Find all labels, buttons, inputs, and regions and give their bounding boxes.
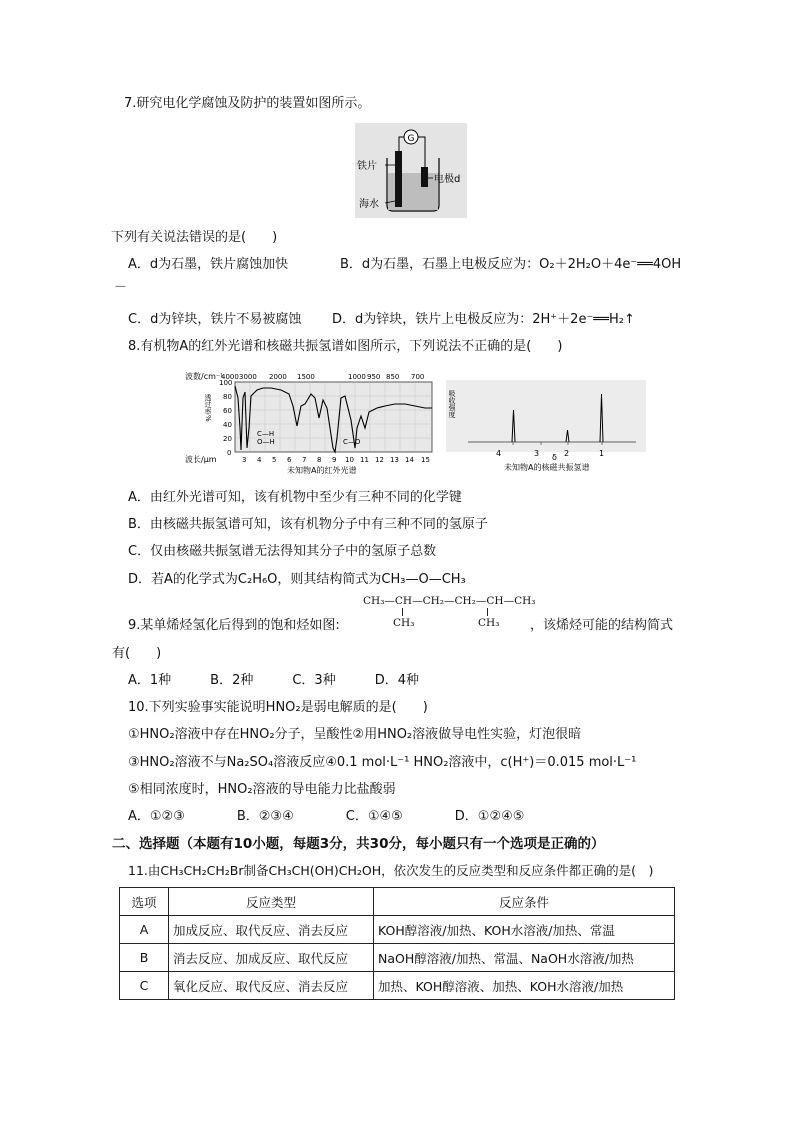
ir-bottom-tick: 5 — [272, 456, 277, 464]
ir-bottom-tick: 11 — [360, 456, 369, 464]
ir-top-tick: 2000 — [269, 373, 287, 381]
q8-option-b: B．由核磁共振氢谱可知，该有机物分子中有三种不同的氢原子 — [128, 517, 488, 532]
ir-top-tick: 3000 — [239, 373, 257, 381]
table-header-cell: 反应条件 — [374, 888, 675, 916]
nmr-y-axis-label: 吸收强度 — [448, 390, 456, 418]
electrode-d-label: 电极d — [434, 174, 461, 185]
q8-option-c: C．仅由核磁共振氢谱无法得知其分子中的氢原子总数 — [128, 544, 437, 559]
ir-bottom-tick: 15 — [421, 456, 430, 464]
table-header-row — [120, 888, 675, 916]
ir-top-axis-label: 波数/cm⁻¹ — [185, 372, 224, 381]
q9-stem: 9.某单烯烃氢化后得到的饱和烃如图: — [128, 618, 340, 633]
ir-y-axis-label: 透过率% — [204, 394, 212, 422]
q10-statement-line: ③HNO₂溶液不与Na₂SO₄溶液反应④0.1 mol·L⁻¹ HNO₂溶液中，c(H⁺)＝0.015 mol·L⁻¹ — [128, 755, 637, 770]
q10-statement-line: ①HNO₂溶液中存在HNO₂分子，呈酸性②用HNO₂溶液做导电性实验，灯泡很暗 — [128, 727, 582, 742]
ir-annotation-oh: O—H — [257, 438, 275, 446]
q10-statement-line: ⑤相同浓度时，HNO₂溶液的导电能力比盐酸弱 — [128, 782, 396, 797]
ir-bottom-tick: 4 — [257, 456, 262, 464]
table-header-cell: 反应类型 — [169, 888, 374, 916]
seawater-label: 海水 — [359, 199, 379, 210]
table-row — [120, 916, 675, 944]
ir-bottom-tick: 9 — [332, 456, 337, 464]
nmr-delta-label: δ — [552, 453, 557, 462]
table-cell: NaOH醇溶液/加热、常温、NaOH水溶液/加热 — [374, 944, 675, 972]
iron-sheet-label: 铁片 — [357, 161, 377, 172]
q9-formula-branch-bond — [487, 608, 488, 616]
table-cell: 氧化反应、取代反应、消去反应 — [169, 972, 374, 1000]
q9-options: A．1种 B．2种 C．3种 D．4种 — [128, 673, 419, 688]
nmr-tick: 4 — [496, 449, 502, 458]
ir-top-tick: 4000 — [221, 373, 239, 381]
q11-options-table — [119, 887, 675, 1000]
ir-y-tick: 80 — [223, 393, 232, 401]
ir-top-tick: 1500 — [297, 373, 315, 381]
section-heading: 二、选择题（本题有10小题，每题3分，共30分，每小题只有一个选项是正确的） — [112, 836, 605, 852]
table-cell: A — [120, 916, 169, 944]
ir-y-tick: 0 — [227, 449, 232, 457]
ir-bottom-tick: 6 — [287, 456, 292, 464]
ir-bottom-tick: 10 — [345, 456, 354, 464]
q7-question: 下列有关说法错误的是( ) — [111, 230, 278, 245]
q8-stem: 8.有机物A的红外光谱和核磁共振氢谱如图所示，下列说法不正确的是( ) — [128, 339, 563, 354]
ir-bottom-tick: 13 — [390, 456, 399, 464]
ir-y-tick: 40 — [223, 421, 232, 429]
ir-bottom-tick: 3 — [242, 456, 247, 464]
ir-caption: 未知物A的红外光谱 — [287, 466, 357, 475]
q10-stem: 10.下列实验事实能说明HNO₂是弱电解质的是( ) — [128, 700, 428, 715]
q7-option-b: B．d为石墨，石墨上电极反应为：O₂＋2H₂O＋4e⁻══4OH — [340, 257, 682, 272]
nmr-tick: 3 — [534, 449, 540, 458]
galvanometer-label: G — [407, 134, 415, 144]
q7-option-b-continued: － — [114, 280, 128, 295]
ir-bottom-tick: 14 — [405, 456, 414, 464]
ir-annotation-co: C—O — [343, 438, 361, 446]
table-header-cell: 选项 — [120, 888, 169, 916]
ir-y-tick: 20 — [223, 435, 232, 443]
q9-stem-end: 有( ) — [112, 646, 162, 661]
electrochem-figure — [355, 123, 467, 218]
q7-option-d: D．d为锌块，铁片上电极反应为：2H⁺＋2e⁻══H₂↑ — [332, 312, 635, 327]
table-cell: 消去反应、加成反应、取代反应 — [169, 944, 374, 972]
table-cell: 加热、KOH醇溶液、加热、KOH水溶液/加热 — [374, 972, 675, 1000]
table-row — [120, 944, 675, 972]
q10-options: A．①②③ B．②③④ C．①④⑤ D．①②④⑤ — [128, 809, 525, 824]
nmr-tick: 1 — [599, 449, 605, 458]
ir-bottom-tick: 7 — [302, 456, 307, 464]
table-cell: 加成反应、取代反应、消去反应 — [169, 916, 374, 944]
ir-top-tick: 850 — [386, 373, 400, 381]
ir-y-tick: 100 — [219, 379, 233, 387]
ir-spectrum-figure — [185, 368, 439, 476]
ir-bottom-axis-label: 波长/μm — [185, 455, 217, 464]
q7-option-c: C．d为锌块，铁片不易被腐蚀 — [128, 312, 302, 327]
table-cell: KOH醇溶液/加热、KOH水溶液/加热、常温 — [374, 916, 675, 944]
q9-formula-branch: CH₃ — [478, 617, 500, 629]
q7-stem: 7.研究电化学腐蚀及防护的装置如图所示。 — [124, 96, 371, 111]
q9-formula-branch: CH₃ — [393, 617, 415, 629]
nmr-spectrum-figure — [446, 380, 646, 476]
ir-top-tick: 1000 — [348, 373, 366, 381]
ir-annotation-ch: C—H — [257, 430, 275, 438]
ir-top-tick: 700 — [411, 373, 425, 381]
q7-option-a: A．d为石墨，铁片腐蚀加快 — [128, 257, 289, 272]
q9-formula-main-chain: CH₃—CH—CH₂—CH₂—CH—CH₃ — [363, 595, 536, 607]
table-cell: C — [120, 972, 169, 1000]
ir-y-tick: 60 — [223, 407, 232, 415]
nmr-caption: 未知物A的核磁共振氢谱 — [504, 463, 590, 472]
nmr-tick: 2 — [564, 449, 570, 458]
table-row — [120, 972, 675, 1000]
q9-stem-continued: ，该烯烃可能的结构简式 — [530, 618, 674, 633]
q11-stem: 11.由CH₃CH₂CH₂Br制备CH₃CH(OH)CH₂OH，依次发生的反应类型和反应条件都正确的是( ) — [128, 863, 654, 878]
q9-formula-branch-bond — [402, 608, 403, 616]
q8-option-a: A．由红外光谱可知，该有机物中至少有三种不同的化学键 — [128, 490, 462, 505]
table-cell: B — [120, 944, 169, 972]
ir-top-tick: 950 — [367, 373, 381, 381]
ir-bottom-tick: 12 — [375, 456, 384, 464]
q8-option-d: D．若A的化学式为C₂H₆O，则其结构简式为CH₃—O—CH₃ — [128, 572, 466, 587]
ir-bottom-tick: 8 — [317, 456, 322, 464]
